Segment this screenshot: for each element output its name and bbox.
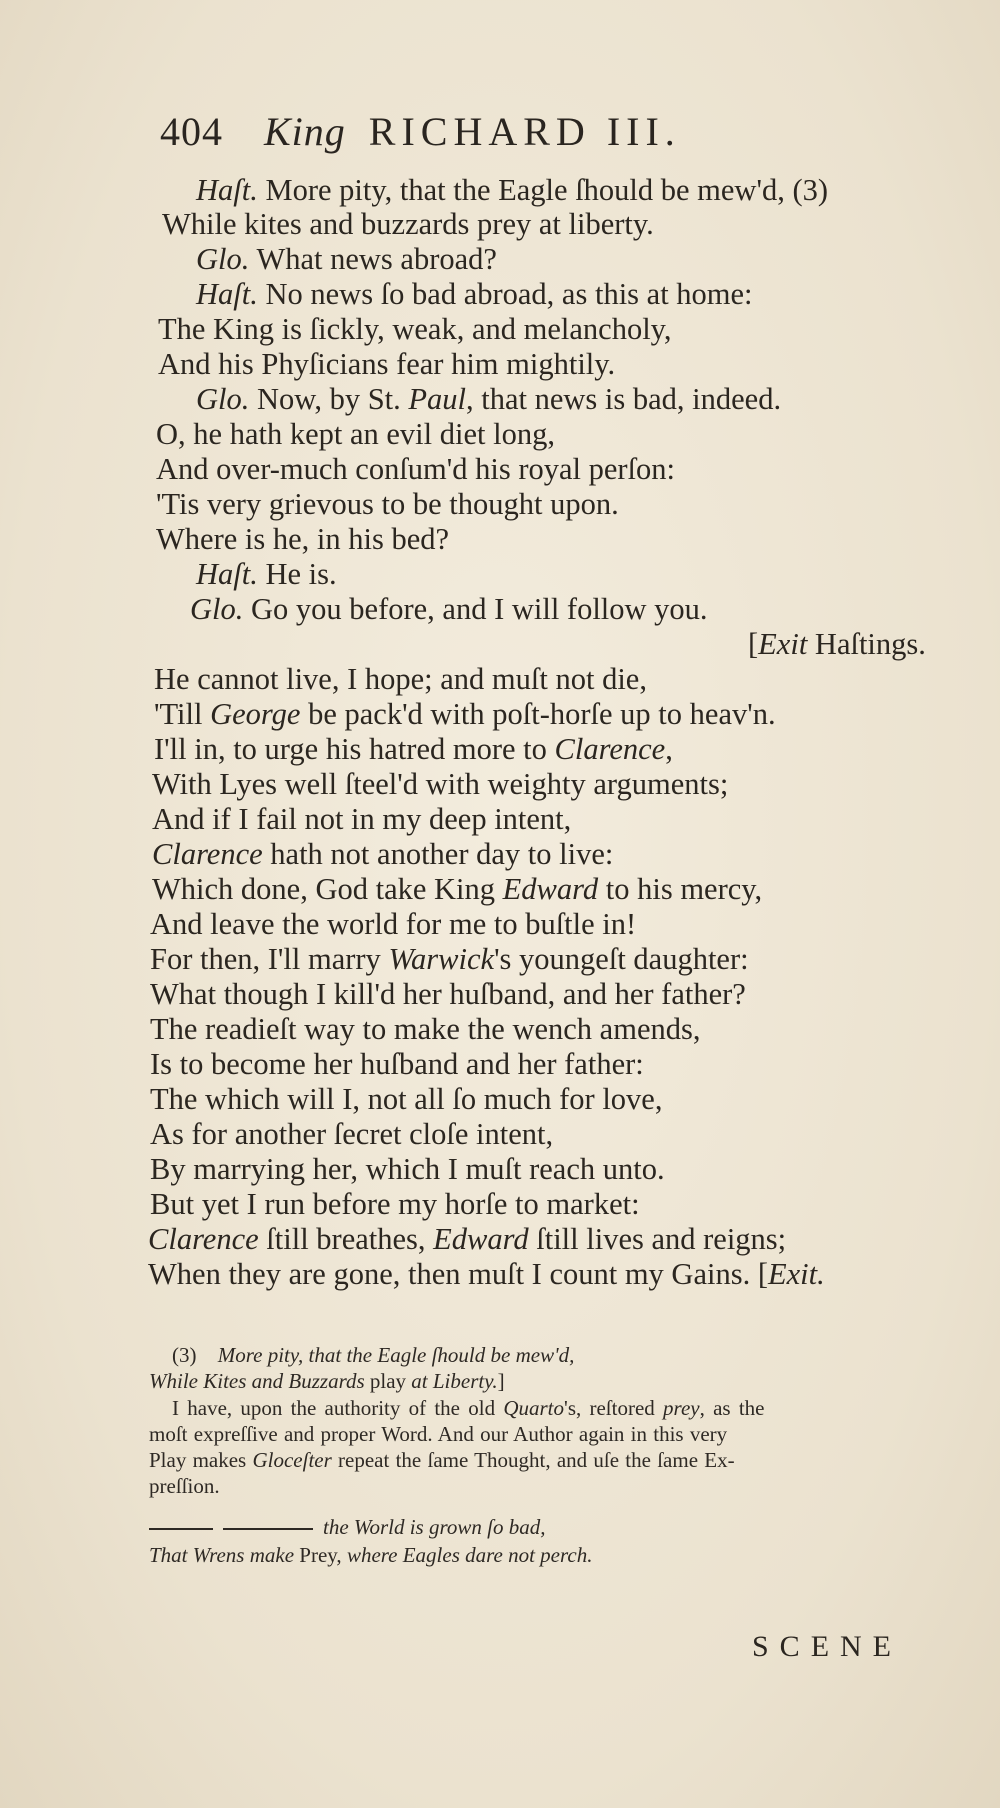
verse-text: The King is ſickly, weak, and melancholy, <box>158 312 672 346</box>
verse-line <box>156 451 675 487</box>
italic-name: Edward <box>433 1222 529 1256</box>
verse-text: While kites and buzzards prey at liberty. <box>162 207 654 241</box>
speaker-name: Glo. <box>190 592 244 626</box>
verse-text: Is to become her huſband and her father: <box>150 1047 644 1081</box>
speaker-name: Glo. <box>196 242 250 276</box>
verse-text: The which will I, not all ſo much for love, <box>150 1082 663 1116</box>
verse-line <box>154 731 673 767</box>
verse-text: Now, by St. <box>249 382 409 416</box>
verse-line <box>150 1081 662 1117</box>
footnote-text: 's, reſtored <box>564 1396 664 1420</box>
verse-line <box>158 311 672 347</box>
footnote-citation <box>149 1542 592 1568</box>
italic-name: Warwick <box>388 942 495 976</box>
verse-text: He is. <box>257 557 337 591</box>
verse-line <box>152 801 571 837</box>
running-title: RICHARD III. <box>368 109 681 154</box>
rule-divider <box>223 1528 313 1530</box>
verse-text: 'Tis very grievous to be thought upon. <box>156 487 619 521</box>
rule-divider <box>149 1528 213 1530</box>
footnote-text: play <box>364 1369 412 1393</box>
verse-line <box>162 206 654 242</box>
verse-line <box>150 976 746 1012</box>
italic-name: Clarence <box>152 837 263 871</box>
footnote-text: Play makes <box>149 1448 253 1472</box>
verse-text: hath not another day to live: <box>262 837 614 871</box>
verse-line <box>156 521 449 557</box>
footnote-citation-text: the World is grown ſo bad, <box>323 1515 546 1539</box>
verse-text: O, he hath kept an evil diet long, <box>156 417 555 451</box>
footnote-citation-text: Prey, <box>294 1543 347 1567</box>
verse-line <box>196 172 828 208</box>
footnote-text: , as the <box>699 1396 765 1420</box>
verse-text: Which done, God take King <box>152 872 503 906</box>
verse-text: But yet I run before my horſe to market: <box>150 1187 640 1221</box>
verse-line <box>196 276 753 312</box>
verse-text: He cannot live, I hope; and muſt not die, <box>154 662 647 696</box>
footnote-quote: More pity, that the Eagle ſhould be mew'd, <box>217 1343 575 1367</box>
verse-text: be pack'd with poſt-horſe up to heav'n. <box>300 697 776 731</box>
verse-text: , that news is bad, indeed. <box>466 382 782 416</box>
verse-line <box>196 381 781 417</box>
verse-text: What though I kill'd her huſband, and her father? <box>150 977 746 1011</box>
italic-name: George <box>210 697 301 731</box>
verse-line <box>148 1221 786 1257</box>
verse-text: 's youngeſt daughter: <box>494 942 749 976</box>
verse-line <box>150 1046 644 1082</box>
verse-text: And his Phyſicians fear him mightily. <box>158 347 616 381</box>
verse-text: And over-much conſum'd his royal perſon: <box>156 452 676 486</box>
footnote-line: moſt expreſſive and proper Word. And our Author again in this very <box>149 1422 728 1446</box>
page-number: 404 <box>160 109 223 154</box>
footnote-line <box>149 1447 735 1473</box>
verse-text: And if I fail not in my deep intent, <box>152 802 572 836</box>
italic-name: Clarence <box>148 1222 259 1256</box>
footnote-citation-text: That Wrens make <box>149 1543 295 1567</box>
verse-text: More pity, that the Eagle ſhould be mew'd, (3) <box>257 173 829 207</box>
speaker-name: Haſt. <box>196 173 258 207</box>
footnote-text: prey <box>663 1396 700 1420</box>
verse-text: Where is he, in his bed? <box>156 522 450 556</box>
verse-text: With Lyes well ſteel'd with weighty arguments; <box>152 767 729 801</box>
footnote-quote: at Liberty. <box>411 1369 498 1393</box>
stage-direction: [ <box>748 627 759 661</box>
footnote-line <box>172 1395 765 1421</box>
verse-text: For then, I'll marry <box>150 942 389 976</box>
verse-line <box>154 696 776 732</box>
stage-direction: Haſtings. <box>807 627 926 661</box>
verse-line <box>150 1011 700 1047</box>
speaker-name: Haſt. <box>196 277 258 311</box>
verse-line <box>196 241 497 277</box>
verse-line <box>150 941 749 977</box>
footnote-text: Gloceſter <box>252 1448 332 1472</box>
verse-text: The readieſt way to make the wench amends, <box>150 1012 701 1046</box>
italic-name: Paul <box>408 382 466 416</box>
verse-line <box>148 1256 825 1292</box>
verse-line <box>150 1151 665 1187</box>
verse-line <box>156 416 555 452</box>
footnote-citation-text: where Eagles dare not perch. <box>346 1543 593 1567</box>
verse-line <box>152 871 762 907</box>
verse-text: And leave the world for me to buſtle in! <box>150 907 637 941</box>
verse-line <box>152 836 613 872</box>
verse-line <box>150 1186 640 1222</box>
footnote-text: I have, upon the authority of the old <box>172 1396 504 1420</box>
verse-text: I'll in, to urge his hatred more to <box>154 732 555 766</box>
footnote-line <box>149 1368 505 1394</box>
catchword: SCENE <box>752 1630 903 1663</box>
verse-line <box>152 766 728 802</box>
verse-text: 'Till <box>154 697 211 731</box>
verse-text: When they are gone, then muſt I count my Gains. [ <box>148 1257 768 1291</box>
running-title-king: King <box>264 109 346 154</box>
stage-direction: Exit <box>758 627 808 661</box>
verse-text: What news abroad? <box>249 242 497 276</box>
verse-text: No news ſo bad abroad, as this at home: <box>257 277 753 311</box>
verse-text: As for another ſecret cloſe intent, <box>150 1117 554 1151</box>
footnote-text: repeat the ſame Thought, and uſe the ſame Ex- <box>331 1448 735 1472</box>
italic-name: Clarence <box>554 732 666 766</box>
footnote-marker: (3) <box>172 1343 197 1367</box>
verse-line <box>196 556 337 592</box>
verse-text: Go you before, and I will follow you. <box>243 592 708 626</box>
verse-line <box>190 591 708 627</box>
verse-line <box>154 661 647 697</box>
verse-line <box>158 346 615 382</box>
verse-line <box>150 1116 553 1152</box>
verse-line <box>748 626 926 662</box>
verse-line <box>156 486 619 522</box>
footnote-quote: While Kites and Buzzards <box>149 1369 365 1393</box>
speaker-name: Haſt. <box>196 557 258 591</box>
verse-line <box>150 906 636 942</box>
verse-text: By marrying her, which I muſt reach unto. <box>150 1152 665 1186</box>
footnote-text: Quarto <box>503 1396 565 1420</box>
verse-text: , <box>665 732 673 766</box>
speaker-name: Glo. <box>196 382 250 416</box>
footnote-text: ] <box>497 1369 505 1393</box>
running-header <box>160 108 681 155</box>
verse-text: ſtill breathes, <box>258 1222 434 1256</box>
verse-text: ſtill lives and reigns; <box>528 1222 787 1256</box>
footnote-citation <box>149 1514 545 1540</box>
stage-direction: Exit. <box>768 1257 825 1291</box>
italic-name: Edward <box>502 872 599 906</box>
footnote-line: preſſion. <box>149 1474 220 1498</box>
verse-text: to his mercy, <box>598 872 763 906</box>
footnote-line <box>172 1342 574 1368</box>
